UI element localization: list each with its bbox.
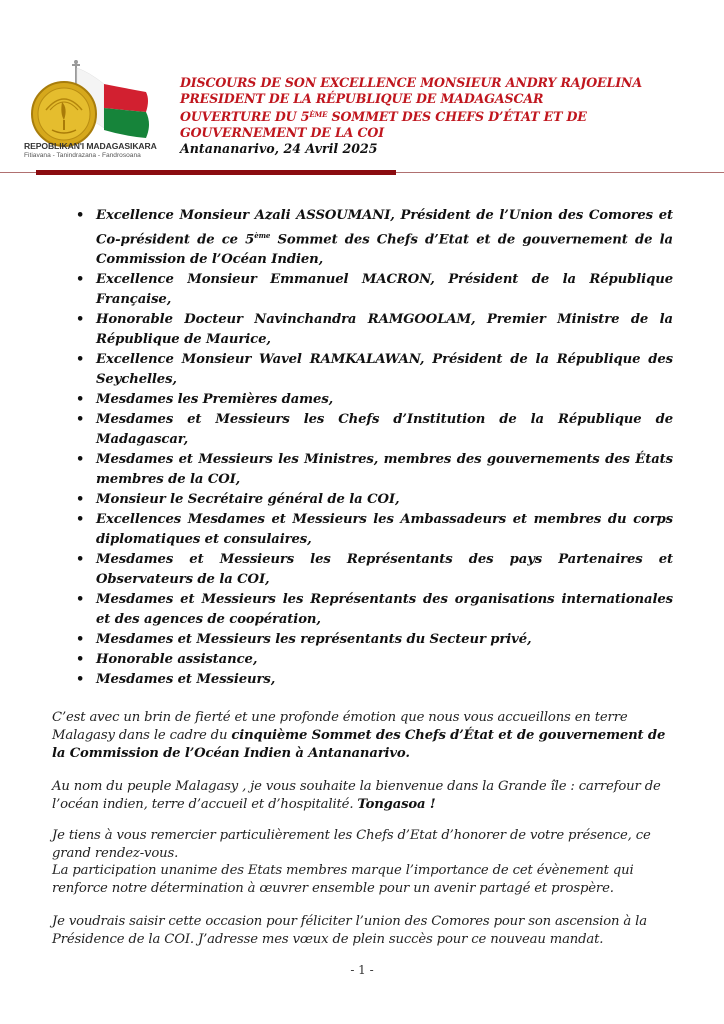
speech-title bbox=[180, 75, 720, 157]
salutation-item: • Mesdames les Premières dames, bbox=[76, 390, 673, 410]
salutations-list bbox=[76, 206, 673, 690]
salutation-text: Excellence Monsieur Azali ASSOUMANI, Président de l’Union des Comores et Co-président de ce 5 bbox=[96, 208, 673, 248]
paragraph-greeting bbox=[52, 778, 674, 814]
salutation-item bbox=[76, 206, 673, 270]
salutation-item: • Excellences Mesdames et Messieurs les Ambassadeurs et membres du corps diplomatiques et consulaires, bbox=[76, 510, 673, 550]
title-line-4: GOUVERNEMENT DE LA COI bbox=[180, 125, 384, 140]
salutation-item: • Mesdames et Messieurs les Ministres, membres des gouvernements des États membres de la COI, bbox=[76, 450, 673, 490]
speech-date-location: Antananarivo, 24 Avril 2025 bbox=[180, 141, 378, 156]
ordinal-sup: ème bbox=[254, 231, 271, 240]
salutation-item: • Honorable assistance, bbox=[76, 650, 673, 670]
title-line-3-end: SOMMET DES CHEFS D’ÉTAT ET DE bbox=[327, 109, 587, 124]
paragraph-welcome bbox=[52, 709, 674, 763]
logo-caption bbox=[24, 141, 184, 159]
salutation-text: Sommet des Chefs d’Etat et de gouvernement de la Commission de l’Océan Indien, bbox=[96, 232, 673, 268]
paragraph-emphasis: Tongasoa ! bbox=[357, 797, 436, 812]
page-number: - 1 - bbox=[350, 963, 374, 977]
salutation-item: • Excellence Monsieur Wavel RAMKALAWAN, Président de la République des Seychelles, bbox=[76, 350, 673, 390]
salutation-item: • Mesdames et Messieurs les représentants du Secteur privé, bbox=[76, 630, 673, 650]
paragraph-text: Au nom du peuple Malagasy , je vous souhaite la bienvenue dans la Grande île : carrefour de l’océan indien, terre d’accueil et d’hospitalité. bbox=[52, 779, 661, 812]
paragraph-text: C’est avec un brin de fierté et une profonde émotion que nous vous accueillons en terre Malagasy dans le cadre du bbox=[52, 710, 628, 743]
salutation-item: • Mesdames et Messieurs les Chefs d’Institution de la République de Madagascar, bbox=[76, 410, 673, 450]
logo-motto: Fitiavana - Tanindrazana - Fandrosoana bbox=[24, 152, 141, 159]
title-line-3 bbox=[180, 107, 720, 125]
salutation-item: • Excellence Monsieur Emmanuel MACRON, Président de la République Française, bbox=[76, 270, 673, 310]
title-ordinal-sup: ÈME bbox=[309, 110, 328, 119]
salutation-item: • Monsieur le Secrétaire général de la COI, bbox=[76, 490, 673, 510]
salutation-item: • Mesdames et Messieurs les Représentants des organisations internationales et des agences de coopération, bbox=[76, 590, 673, 630]
title-line-2: PRESIDENT DE LA RÉPUBLIQUE DE MADAGASCAR bbox=[180, 91, 544, 106]
title-line-1: DISCOURS DE SON EXCELLENCE MONSIEUR ANDRY RAJOELINA bbox=[180, 75, 642, 90]
paragraph-emphasis: cinquième Sommet des Chefs d’État et de gouvernement de la Commission de l’Océan Indien à Antananarivo. bbox=[52, 728, 666, 761]
salutation-item: • Mesdames et Messieurs les Représentants des pays Partenaires et Observateurs de la COI, bbox=[76, 550, 673, 590]
header-divider-thick-extension bbox=[176, 170, 396, 175]
title-line-3-start: OUVERTURE DU 5 bbox=[180, 109, 310, 124]
paragraph-participation: La participation unanime des Etats membres marque l’importance de cet évènement qui renforce notre détermination à œuvrer ensemble pour un avenir partagé et prospère. bbox=[52, 863, 634, 896]
logo-country-name: REPOBLIKAN'I MADAGASIKARA bbox=[24, 141, 157, 151]
paragraph-congratulations: Je voudrais saisir cette occasion pour féliciter l’union des Comores pour son ascension à la Présidence de la COI. J’adresse mes vœux de plein succès pour ce nouveau mandat. bbox=[52, 914, 647, 947]
paragraph-thanks: Je tiens à vous remercier particulièrement les Chefs d’Etat d’honorer de votre présence, ce grand rendez-vous. bbox=[52, 828, 651, 861]
salutation-item: • Mesdames et Messieurs, bbox=[76, 670, 673, 690]
document-header bbox=[0, 0, 724, 190]
salutation-item: • Honorable Docteur Navinchandra RAMGOOLAM, Premier Ministre de la République de Maurice, bbox=[76, 310, 673, 350]
